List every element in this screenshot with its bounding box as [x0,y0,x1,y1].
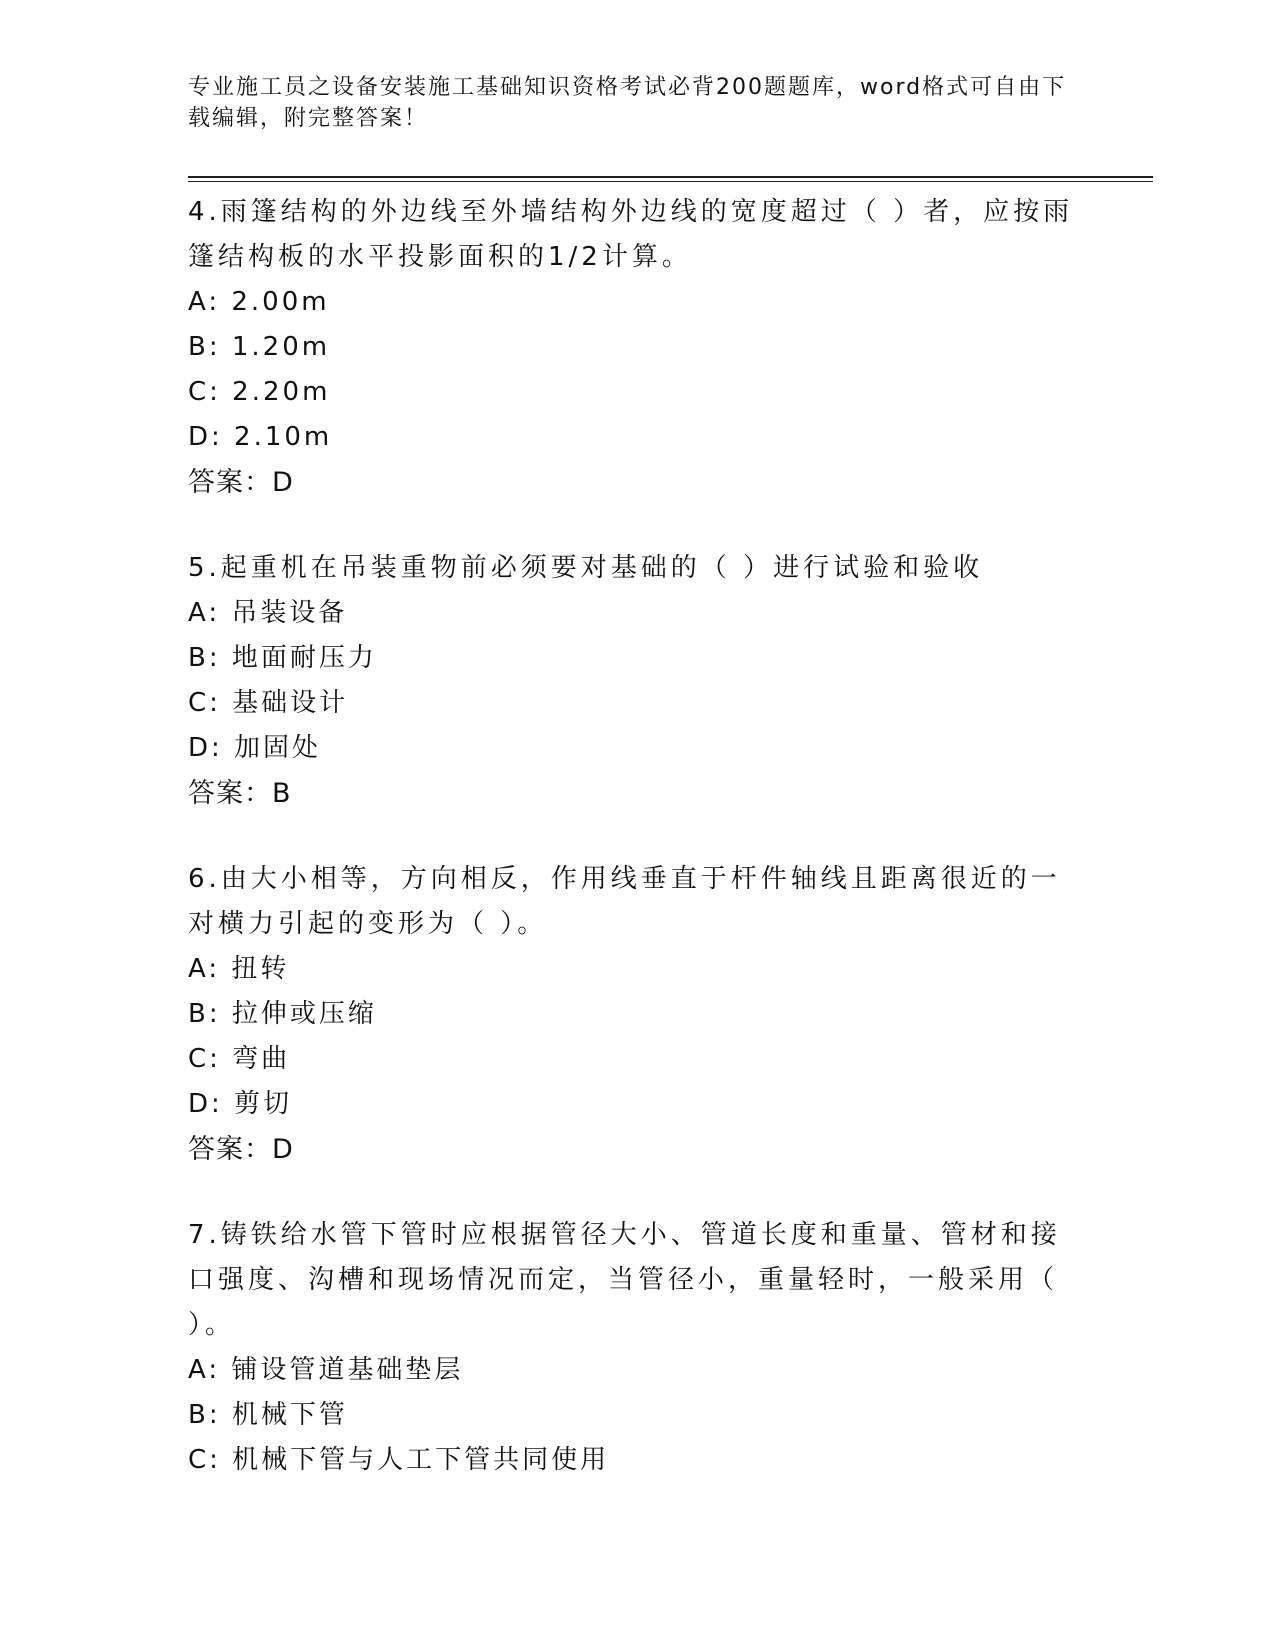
question-text: 7.铸铁给水管下管时应根据管径大小、管道长度和重量、管材和接口强度、沟槽和现场情况而定，当管径小，重量轻时，一般采用（ ）。 [188,1220,1061,1340]
option-d: D: 剪切 [188,1089,293,1119]
option-b: B: 地面耐压力 [188,643,377,673]
option-b: B: 拉伸或压缩 [188,999,377,1029]
option-a: A: 扭转 [188,954,290,984]
question-text: 4.雨篷结构的外边线至外墙结构外边线的宽度超过（ ）者，应按雨篷结构板的水平投影面积的1/2计算。 [188,197,1074,272]
answer: 答案：B [188,778,292,809]
answer: 答案：D [188,1134,294,1165]
header-rule-thin [188,181,1153,182]
option-a: A: 铺设管道基础垫层 [188,1355,464,1385]
option-b: B: 1.20m [188,332,331,362]
header-rule-thick [188,176,1153,178]
option-c: C: 2.20m [188,377,331,407]
question-text: 6.由大小相等，方向相反，作用线垂直于杆件轴线且距离很近的一对横力引起的变形为（ ）。 [188,864,1061,939]
answer: 答案：D [188,467,294,498]
option-b: B: 机械下管 [188,1400,348,1430]
document-header: 专业施工员之设备安装施工基础知识资格考试必背200题题库，word格式可自由下载编辑，附完整答案！ [188,75,1067,131]
option-a: A: 吊装设备 [188,598,348,628]
option-a: A: 2.00m [188,287,330,317]
question-7 [188,1213,1088,1483]
question-5 [188,546,1088,816]
option-c: C: 弯曲 [188,1044,291,1074]
option-c: C: 基础设计 [188,688,349,718]
option-d: D: 加固处 [188,733,322,763]
question-list [188,190,1088,1524]
option-c: C: 机械下管与人工下管共同使用 [188,1445,610,1475]
question-text: 5.起重机在吊装重物前必须要对基础的（ ）进行试验和验收 [188,553,984,583]
question-6 [188,857,1088,1172]
option-d: D: 2.10m [188,422,333,452]
question-4 [188,190,1088,505]
